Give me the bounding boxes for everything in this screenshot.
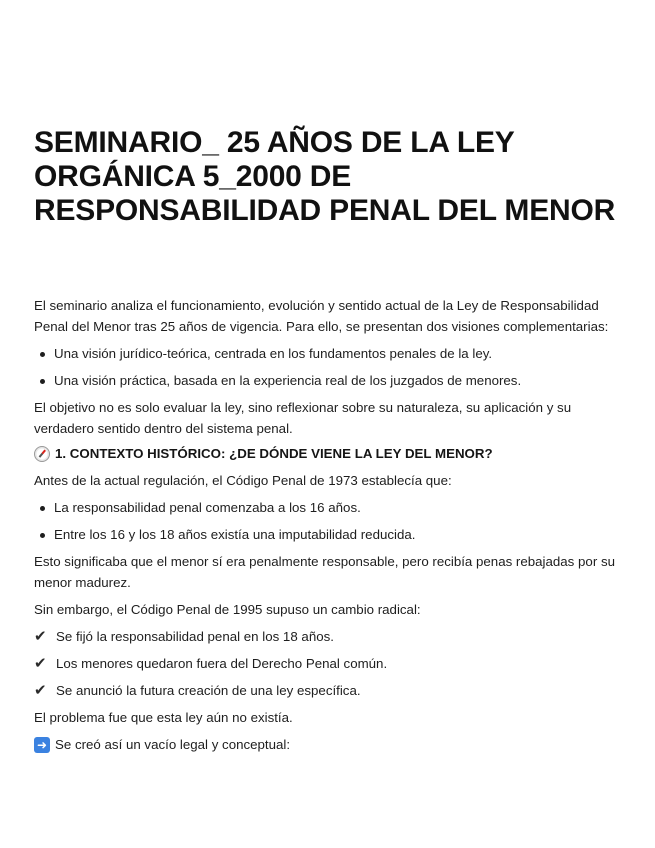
check-item (34, 653, 619, 674)
document-body (34, 295, 619, 755)
consequence-line (34, 734, 619, 755)
check-item (34, 626, 619, 647)
consequence-text: Se creó así un vacío legal y conceptual: (55, 737, 291, 752)
intro-paragraph: El seminario analiza el funcionamiento, evolución y sentido actual de la Ley de Responsabilidad Penal del Menor tras 25 años de vigencia. Para ello, se presentan dos visiones complementarias: (34, 298, 609, 334)
check-mark-icon: ✔ (34, 627, 47, 645)
list-item: Una visión jurídico-teórica, centrada en los fundamentos penales de la ley. (54, 343, 619, 364)
check-mark-icon: ✔ (34, 654, 47, 672)
check-item-text: Se fijó la responsabilidad penal en los 18 años. (56, 629, 334, 644)
section-heading-text: 1. CONTEXTO HISTÓRICO: ¿DE DÓNDE VIENE LA LEY DEL MENOR? (55, 446, 493, 461)
problem-paragraph: El problema fue que esta ley aún no existía. (34, 710, 293, 725)
section-heading-contexto (34, 443, 619, 464)
visions-list (34, 343, 619, 391)
meaning-paragraph: Esto significaba que el menor sí era penalmente responsable, pero recibía penas rebajadas por su menor madurez. (34, 554, 615, 590)
section-lead-paragraph: Antes de la actual regulación, el Código Penal de 1973 establecía que: (34, 473, 452, 488)
list-item: La responsabilidad penal comenzaba a los 16 años. (54, 497, 619, 518)
check-mark-icon: ✔ (34, 681, 47, 699)
right-arrow-icon: ➜ (34, 737, 50, 753)
list-item: Una visión práctica, basada en la experiencia real de los juzgados de menores. (54, 370, 619, 391)
objective-paragraph: El objetivo no es solo evaluar la ley, sino reflexionar sobre su naturaleza, su aplicación y su verdadero sentido dentro del sistema penal. (34, 400, 572, 436)
check-item-text: Se anunció la futura creación de una ley específica. (56, 683, 361, 698)
compass-icon (34, 446, 50, 462)
change-paragraph: Sin embargo, el Código Penal de 1995 supuso un cambio radical: (34, 602, 421, 617)
facts-list (34, 497, 619, 545)
check-item-text: Los menores quedaron fuera del Derecho Penal común. (56, 656, 388, 671)
document-title: SEMINARIO_ 25 AÑOS DE LA LEY ORGÁNICA 5_2000 DE RESPONSABILIDAD PENAL DEL MENOR (34, 126, 616, 227)
list-item: Entre los 16 y los 18 años existía una imputabilidad reducida. (54, 524, 619, 545)
check-item (34, 680, 619, 701)
